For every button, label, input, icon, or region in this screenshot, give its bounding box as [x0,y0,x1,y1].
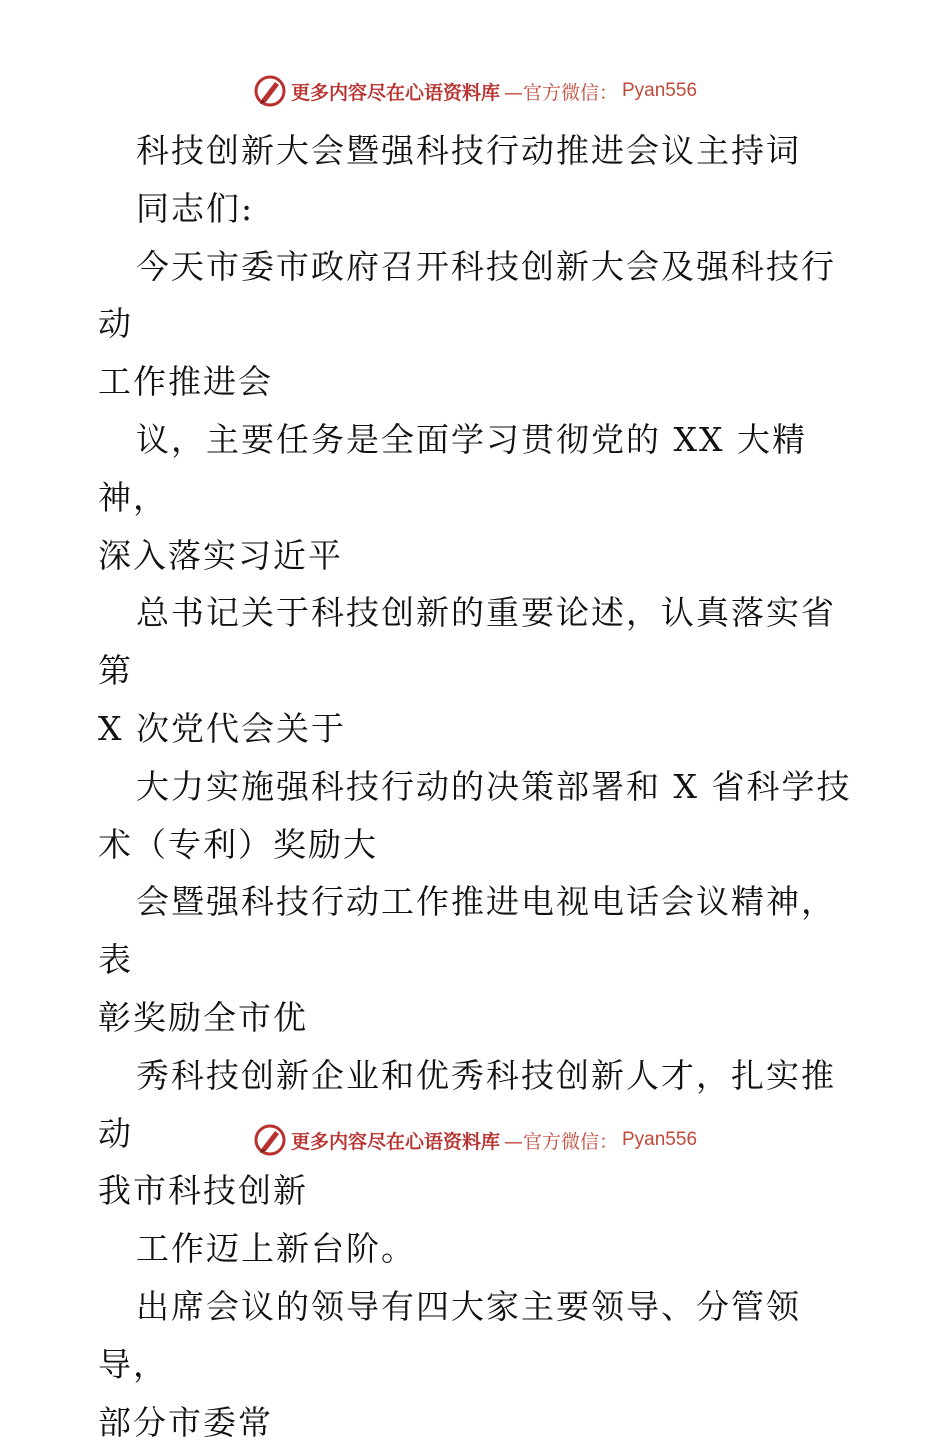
paragraph-line: 出席会议的领导有四大家主要领导、分管领导， [98,1286,801,1384]
paragraph-line: 议，主要任务是全面学习贯彻党的 XX 大精神， [98,419,807,517]
paragraph [98,1220,858,1278]
paragraph [98,758,858,874]
paragraph-line: 工作迈上新台阶。 [136,1229,416,1269]
paragraph-line: 今天市委市政府召开科技创新大会及强科技行动 [98,246,836,344]
paragraph-line-continuation: X 次党代会关于 [98,708,346,748]
paragraph-line: 会暨强科技行动工作推进电视电话会议精神，表 [98,882,836,980]
watermark-wechat-id: Pyan556 [622,80,698,101]
paragraph-line: 科技创新大会暨强科技行动推进会议主持词 [136,131,801,170]
paragraph-line: 同志们: [136,188,255,228]
pen-logo-icon [253,1123,287,1157]
pen-logo-icon [253,74,287,108]
paragraph-line: 秀科技创新企业和优秀科技创新人才，扎实推动 [98,1055,836,1153]
paragraph-line-continuation: 深入落实习近平 [98,535,343,575]
header-watermark [0,71,950,111]
paragraph-line-continuation: 工作推进会 [98,362,273,402]
paragraph [98,238,858,411]
paragraph-line-continuation: 部分市委常 [98,1402,273,1442]
watermark-contact-label: —官方微信： [503,1130,618,1153]
paragraph-line-continuation: 彰奖励全市优 [98,997,308,1037]
watermark-brand: 更多内容尽在心语资料库 [290,81,500,104]
paragraph-line-continuation: 我市科技创新 [98,1171,308,1211]
watermark-wechat-id: Pyan556 [622,1129,698,1150]
paragraph-line-continuation: 术（专利）奖励大 [98,824,378,864]
document-body [98,122,858,1451]
watermark-contact-label: —官方微信： [503,81,618,104]
paragraph [98,411,858,584]
watermark-brand: 更多内容尽在心语资料库 [290,1130,500,1153]
paragraph-line: 总书记关于科技创新的重要论述，认真落实省第 [98,593,836,691]
paragraph [98,122,858,180]
paragraph [98,873,858,1046]
paragraph-line: 大力实施强科技行动的决策部署和 X 省科学技 [136,766,852,806]
paragraph [98,584,858,757]
paragraph [98,180,858,238]
footer-watermark [0,1120,950,1160]
paragraph [98,1278,858,1451]
